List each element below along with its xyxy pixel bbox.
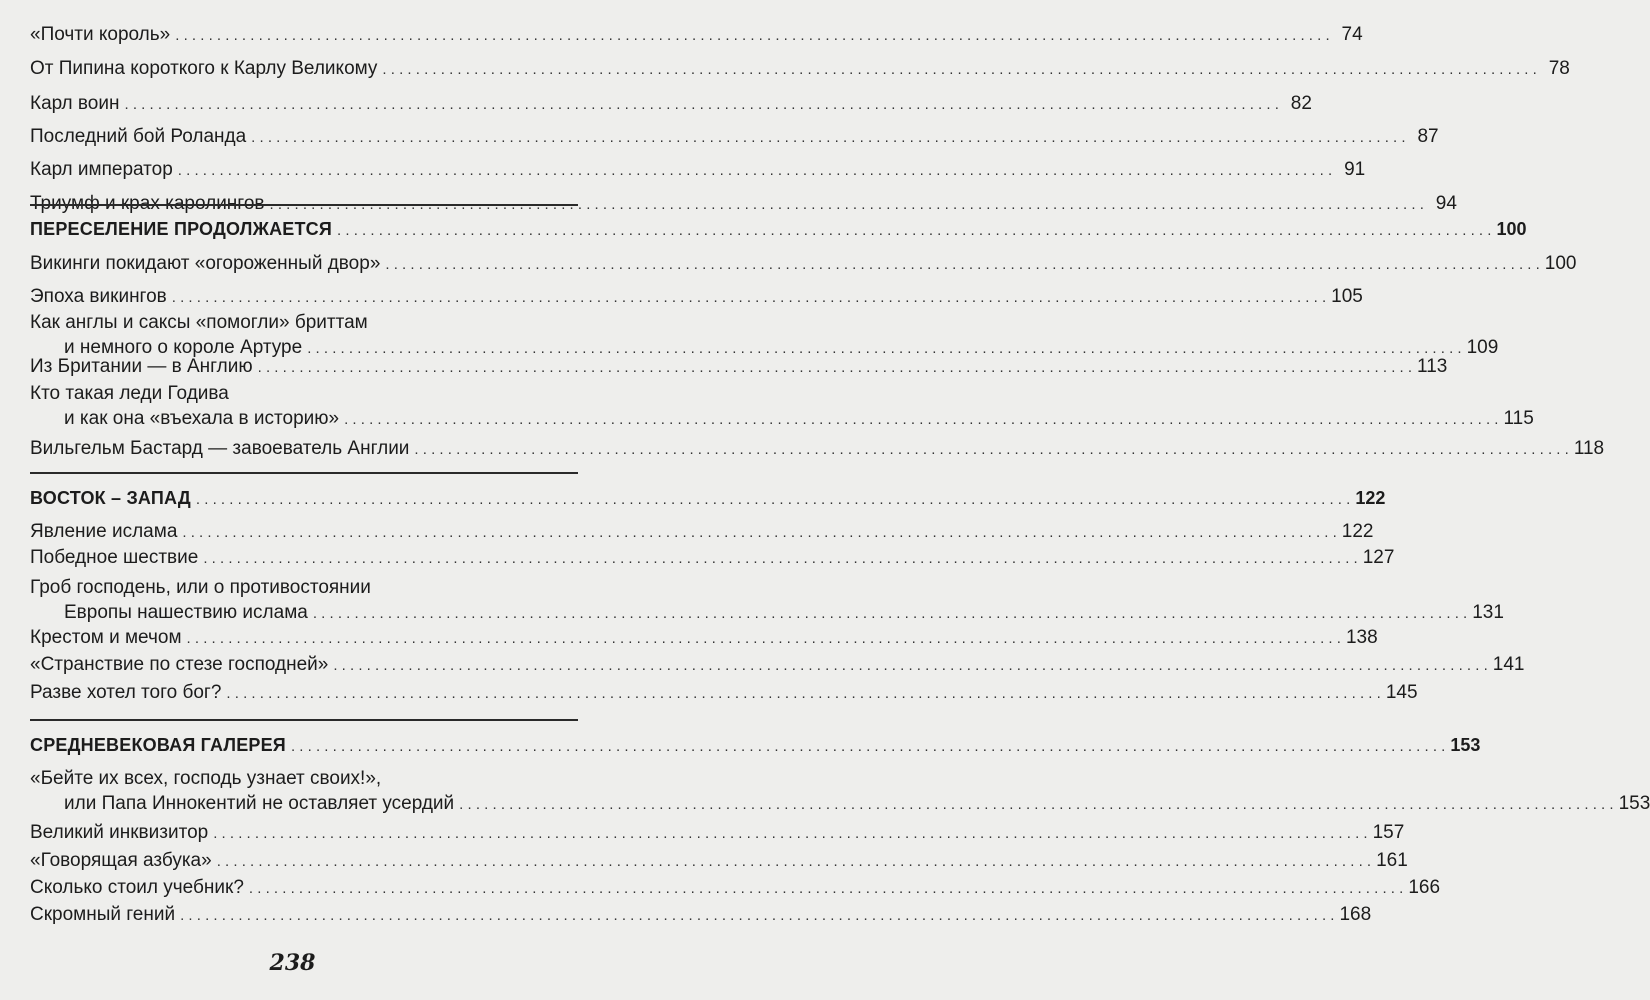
leader-dots [337, 218, 1491, 243]
leader-dots [414, 437, 1568, 462]
toc-entry [30, 820, 1405, 846]
leader-dots [182, 520, 1336, 545]
leader-dots [172, 285, 1326, 310]
entry-title: «Почти король» [30, 24, 171, 45]
leader-dots [385, 252, 1539, 277]
entry-page: 91 [1344, 159, 1366, 180]
entry-page: 131 [1472, 602, 1504, 623]
leader-dots [180, 903, 1334, 928]
section-page: 153 [1450, 735, 1481, 755]
leader-dots [217, 849, 1371, 874]
entry-title-line1: Гроб господень, или о противостоянии [30, 577, 371, 598]
entry-page: 118 [1573, 438, 1605, 459]
entry-page: 161 [1376, 850, 1408, 871]
entry-page: 87 [1417, 126, 1439, 147]
toc-entry [30, 575, 1504, 626]
toc-entry [30, 902, 1372, 928]
entry-page: 78 [1548, 58, 1570, 79]
leader-dots [258, 355, 1412, 380]
toc-entry [30, 354, 1448, 380]
leader-dots [203, 546, 1357, 571]
entry-page: 74 [1341, 24, 1363, 45]
toc-entry [30, 766, 1650, 817]
entry-title: Вильгельм Бастард — завоеватель Англии [30, 438, 410, 459]
entry-page: 100 [1544, 253, 1577, 274]
entry-page: 82 [1290, 93, 1312, 114]
leader-dots [291, 734, 1445, 759]
leader-dots [333, 653, 1487, 678]
toc-section-heading [30, 733, 1481, 759]
entry-title: Карл воин [30, 93, 120, 114]
entry-title: «Говорящая азбука» [30, 850, 212, 871]
entry-title: Разве хотел того бог? [30, 682, 222, 703]
leader-dots [213, 821, 1367, 846]
entry-title-line1: «Бейте их всех, господь узнает своих!», [30, 768, 382, 789]
entry-title: Последний бой Роланда [30, 126, 247, 147]
leader-dots [196, 487, 1350, 512]
section-title: ВОСТОК – ЗАПАД [30, 488, 191, 508]
entry-title: Викинги покидают «огороженный двор» [30, 253, 381, 274]
entry-title: Сколько стоил учебник? [30, 877, 244, 898]
toc-entry [30, 875, 1441, 901]
entry-title-line1: Кто такая леди Годива [30, 383, 229, 404]
toc-entry [30, 545, 1395, 571]
toc-section-heading [30, 217, 1527, 243]
leader-dots [175, 23, 1329, 48]
entry-page: 122 [1341, 521, 1374, 542]
entry-page: 141 [1492, 654, 1525, 675]
leader-dots [313, 601, 1467, 626]
entry-title: Из Британии — в Англию [30, 356, 253, 377]
section-page: 122 [1355, 488, 1386, 508]
entry-page: 153 [1618, 793, 1650, 814]
entry-title: От Пипина короткого к Карлу Великому [30, 58, 378, 79]
toc-entry [30, 625, 1378, 651]
toc-entry [30, 251, 1577, 277]
entry-title: Карл император [30, 159, 173, 180]
entry-page: 113 [1417, 356, 1448, 377]
entry-title-line1: Как англы и саксы «помогли» бриттам [30, 312, 368, 333]
entry-title-line2: Европы нашествию ислама [64, 602, 308, 623]
entry-title: «Странствие по стезе господней» [30, 654, 329, 675]
entry-page: 157 [1372, 822, 1405, 843]
section-divider [30, 719, 578, 721]
toc-section-heading [30, 486, 1386, 512]
entry-page: 109 [1466, 337, 1499, 358]
section-page: 100 [1496, 219, 1527, 239]
toc-entry [30, 124, 1439, 150]
leader-dots [249, 876, 1403, 901]
page-number: 238 [269, 950, 316, 976]
entry-title: Явление ислама [30, 521, 178, 542]
toc-entry [30, 680, 1418, 706]
toc-entry [30, 436, 1605, 462]
leader-dots [178, 158, 1332, 183]
leader-dots [226, 681, 1380, 706]
toc-entry [30, 56, 1570, 82]
leader-dots [124, 92, 1278, 117]
entry-title: Скромный гений [30, 904, 176, 925]
entry-title: Эпоха викингов [30, 286, 167, 307]
leader-dots [382, 57, 1536, 82]
section-divider [30, 204, 578, 206]
entry-page: 166 [1408, 877, 1441, 898]
leader-dots [251, 125, 1405, 150]
toc-entry [30, 284, 1363, 310]
toc-entry [30, 519, 1374, 545]
section-title: СРЕДНЕВЕКОВАЯ ГАЛЕРЕЯ [30, 735, 286, 755]
entry-page: 94 [1435, 193, 1457, 214]
toc-entry [30, 652, 1525, 678]
toc-entry [30, 22, 1363, 48]
entry-title-line2: и как она «въехала в историю» [64, 408, 340, 429]
entry-page: 145 [1385, 682, 1418, 703]
entry-page: 105 [1331, 286, 1363, 307]
entry-page: 138 [1345, 627, 1378, 648]
toc-entry [30, 91, 1312, 117]
entry-page: 115 [1503, 408, 1534, 429]
entry-page: 168 [1339, 904, 1372, 925]
leader-dots [187, 626, 1341, 651]
entry-page: 127 [1362, 547, 1395, 568]
section-title: ПЕРЕСЕЛЕНИЕ ПРОДОЛЖАЕТСЯ [30, 219, 333, 239]
toc-entry [30, 157, 1366, 183]
entry-title-line2: или Папа Иннокентий не оставляет усердий [64, 793, 455, 814]
toc-entry [30, 848, 1408, 874]
leader-dots [344, 407, 1498, 432]
entry-title: Победное шествие [30, 547, 199, 568]
entry-title-line2: и немного о короле Артуре [64, 337, 303, 358]
toc-entry [30, 381, 1534, 432]
section-divider [30, 472, 578, 474]
entry-title: Триумф и крах каролингов [30, 193, 265, 214]
entry-title: Крестом и мечом [30, 627, 182, 648]
entry-title: Великий инквизитор [30, 822, 209, 843]
leader-dots [459, 792, 1613, 817]
